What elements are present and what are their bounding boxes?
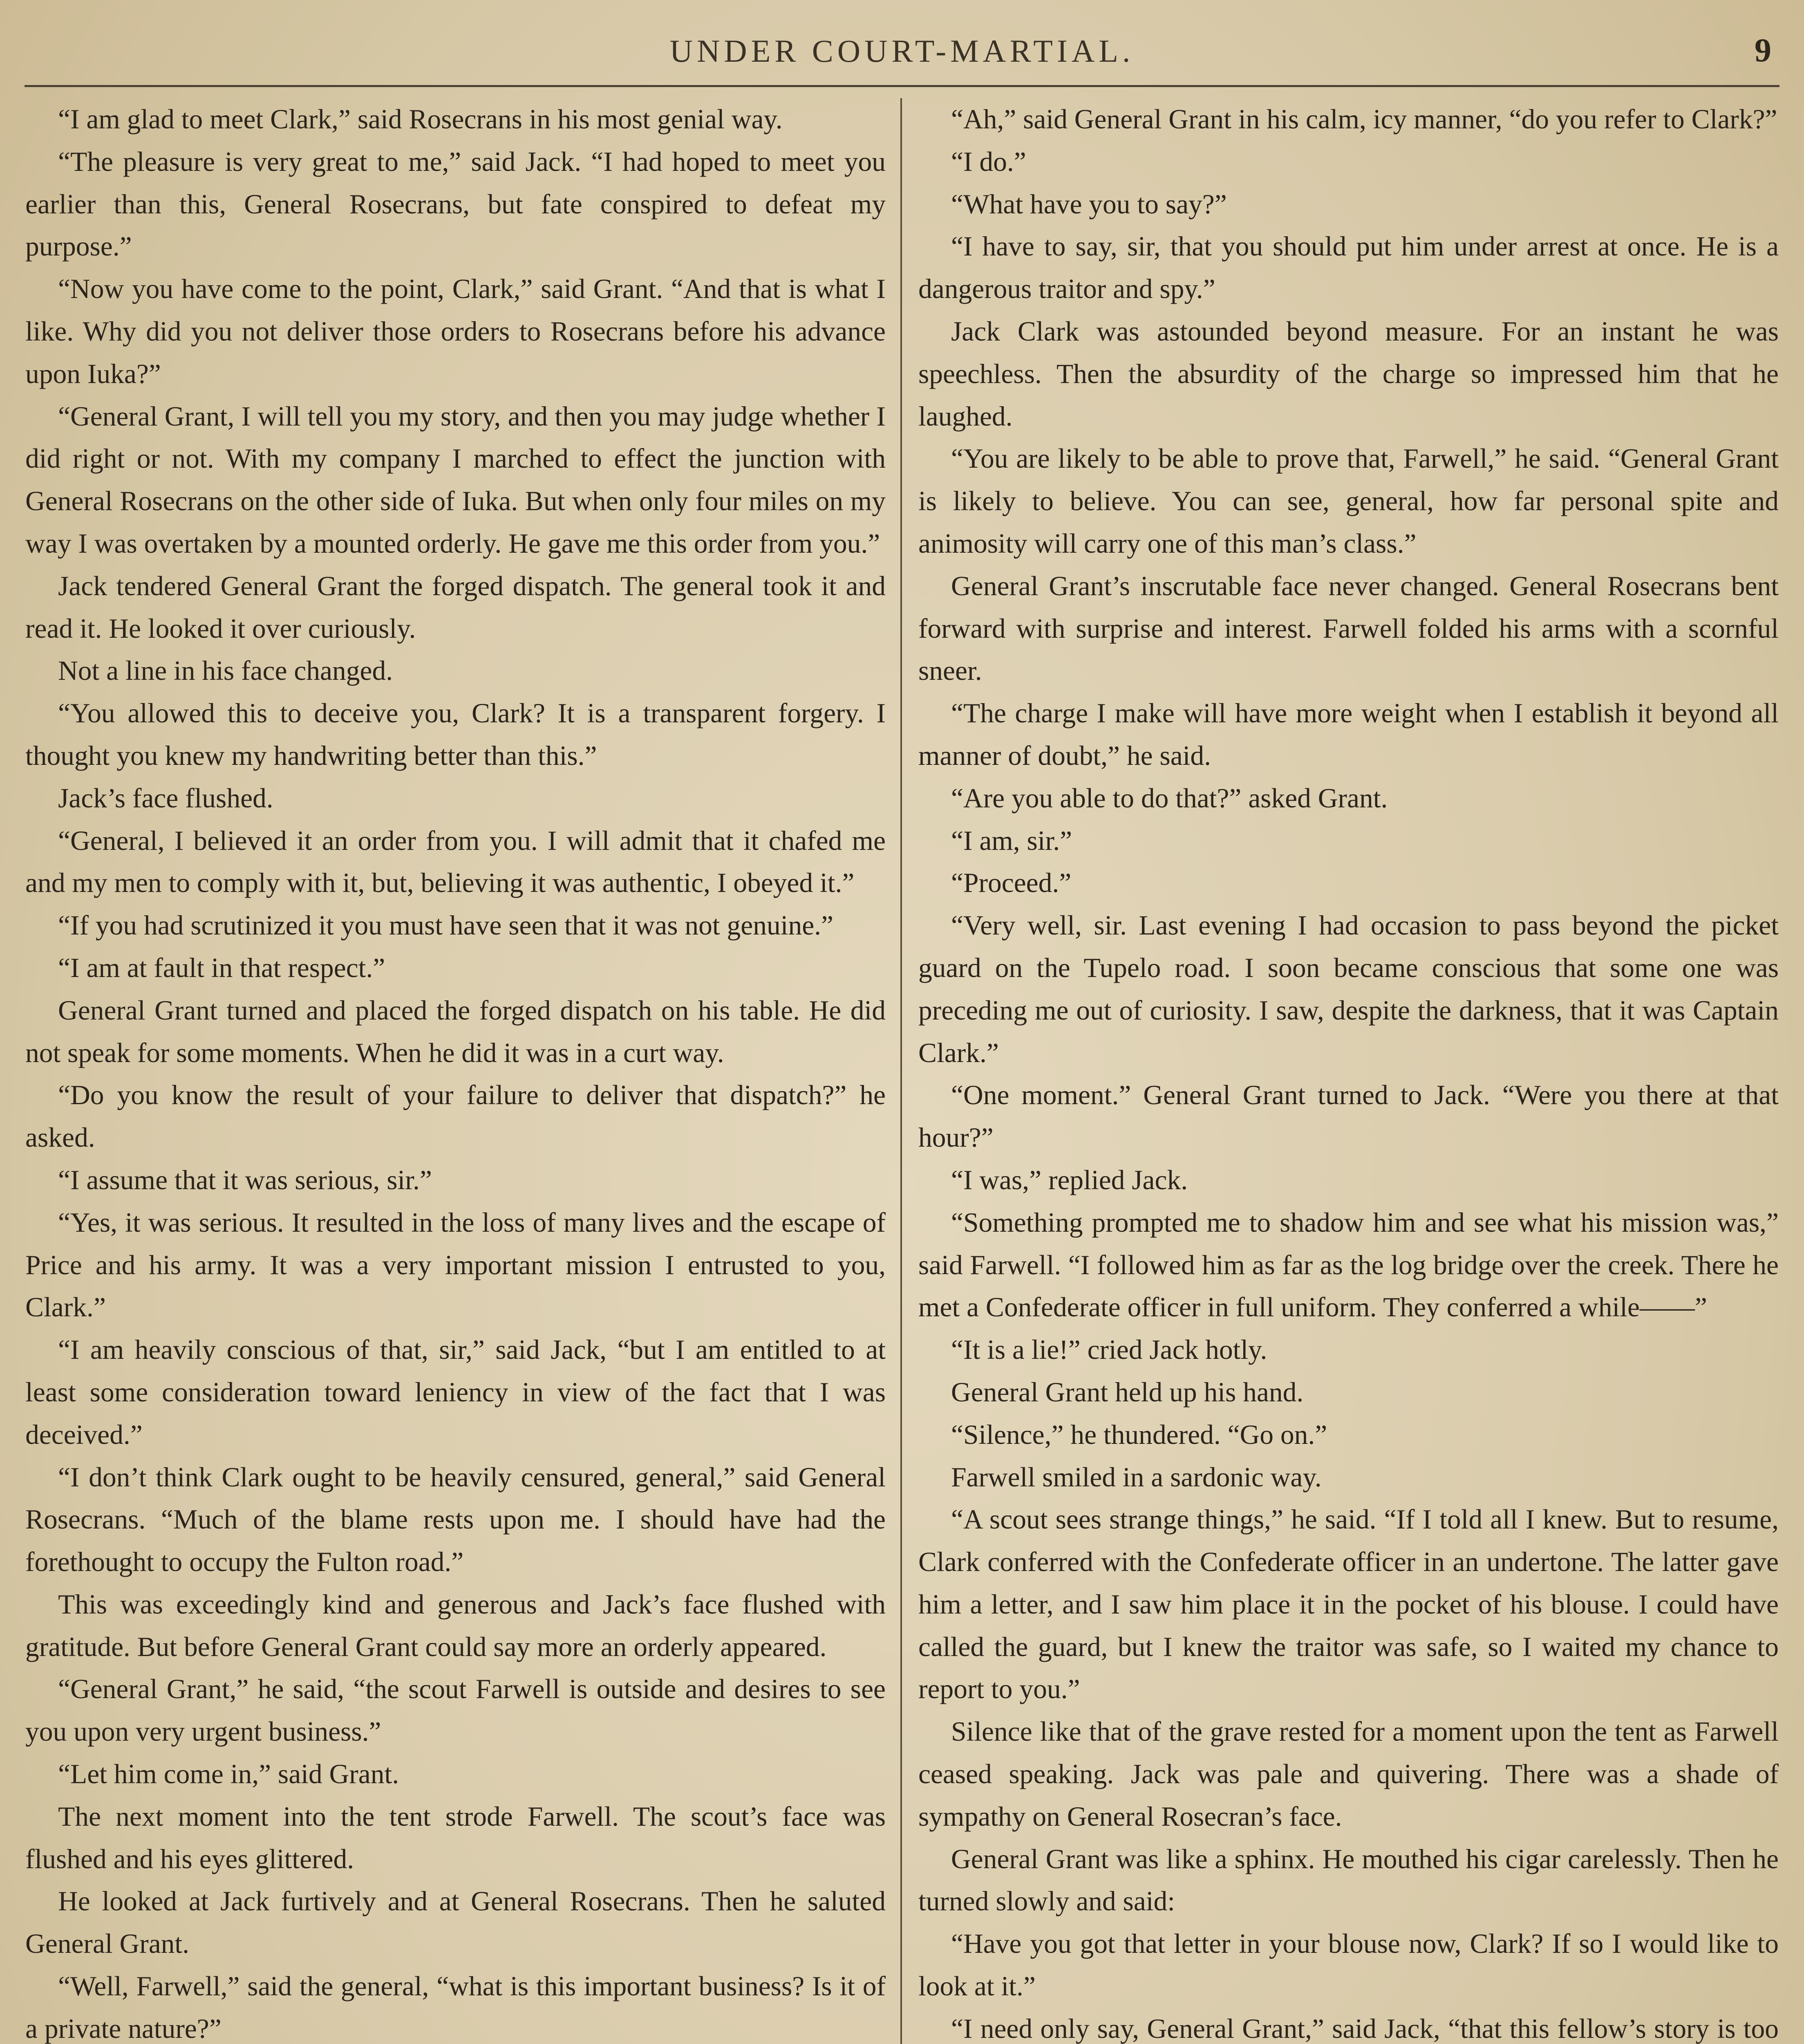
paragraph: “Are you able to do that?” asked Grant. bbox=[951, 782, 1388, 814]
paragraph: “The pleasure is very great to me,” said Jack. “I had hoped to meet you earlier than this, General Rosecrans, but fate conspired to defeat my purpose.” bbox=[25, 146, 886, 262]
paragraph: “Silence,” he thundered. “Go on.” bbox=[951, 1419, 1327, 1450]
paragraph: “It is a lie!” cried Jack hotly. bbox=[951, 1334, 1267, 1365]
paragraph: “I am, sir.” bbox=[951, 825, 1072, 856]
paragraph: He looked at Jack furtively and at General Rosecrans. Then he saluted General Grant. bbox=[25, 1886, 886, 1959]
paragraph: Jack tendered General Grant the forged dispatch. The general took it and read it. He looked it over curiously. bbox=[25, 570, 886, 644]
page-header bbox=[25, 16, 1779, 94]
paragraph: “I have to say, sir, that you should put him under arrest at once. He is a dangerous traitor and spy.” bbox=[918, 231, 1779, 305]
paragraph: “Now you have come to the point, Clark,” said Grant. “And that is what I like. Why did you not deliver those orders to Rosecrans before his advance upon Iuka?” bbox=[25, 273, 886, 389]
paragraph: “I am glad to meet Clark,” said Rosecrans in his most genial way. bbox=[58, 104, 783, 134]
paragraph: “I was,” replied Jack. bbox=[951, 1164, 1188, 1195]
paragraph: “General Grant, I will tell you my story, and then you may judge whether I did right or not. With my company I marched to effect the junction with General Rosecrans on the other side of Iuka. But when only four miles on my way I was overtaken by a mounted orderly. He gave me this order from you.” bbox=[25, 401, 886, 559]
paragraph: “One moment.” General Grant turned to Jack. “Were you there at that hour?” bbox=[918, 1080, 1779, 1153]
paragraph: “You are likely to be able to prove that, Farwell,” he said. “General Grant is likely to believe. You can see, general, how far personal spite and animosity will carry one of this man’s class.” bbox=[918, 443, 1779, 559]
paragraph: General Grant held up his hand. bbox=[951, 1376, 1304, 1407]
paragraph: “Do you know the result of your failure to deliver that dispatch?” he asked. bbox=[25, 1080, 886, 1153]
paragraph: Farwell smiled in a sardonic way. bbox=[951, 1461, 1322, 1493]
paragraph: General Grant’s inscrutable face never changed. General Rosecrans bent forward with surprise and interest. Farwell folded his arms with a scornful sneer. bbox=[918, 570, 1779, 686]
paragraph: “I assume that it was serious, sir.” bbox=[58, 1164, 432, 1195]
paragraph: “If you had scrutinized it you must have seen that it was not genuine.” bbox=[58, 910, 833, 941]
paragraph: “Yes, it was serious. It resulted in the loss of many lives and the escape of Price and his army. It was a very important mission I entrusted to you, Clark.” bbox=[25, 1207, 886, 1323]
paragraph: “Something prompted me to shadow him and see what his mission was,” said Farwell. “I followed him as far as the log bridge over the creek. There he met a Confederate officer in full uniform. They conferred a while——” bbox=[918, 1207, 1779, 1323]
paragraph: “Let him come in,” said Grant. bbox=[58, 1759, 399, 1790]
paragraph: “A scout sees strange things,” he said. “If I told all I knew. But to resume, Clark conferred with the Confederate officer in an undertone. The latter gave him a letter, and I saw him place it in the pocket of his blouse. I could have called the guard, but I knew the traitor was safe, so I waited my chance to report to you.” bbox=[918, 1504, 1779, 1705]
paragraph: Not a line in his face changed. bbox=[58, 655, 393, 686]
paragraph: “I need only say, General Grant,” said Jack, “that this fellow’s story is too bbox=[951, 2013, 1779, 2044]
paragraph: “The charge I make will have more weight when I establish it beyond all manner of doubt,” he said. bbox=[918, 698, 1779, 771]
paragraph: “I don’t think Clark ought to be heavily censured, general,” said General Rosecrans. “Much of the blame rests upon me. I should have had the forethought to occupy the Fulton road.” bbox=[25, 1461, 886, 1578]
paragraph: Jack Clark was astounded beyond measure. For an instant he was speechless. Then the absurdity of the charge so impressed him that he laughed. bbox=[918, 316, 1779, 432]
paragraph: General Grant was like a sphinx. He mouthed his cigar carelessly. Then he turned slowly and said: bbox=[918, 1843, 1779, 1917]
paragraph: The next moment into the tent strode Farwell. The scout’s face was flushed and his eyes glittered. bbox=[25, 1801, 886, 1874]
paragraph: “General Grant,” he said, “the scout Farwell is outside and desires to see you upon very urgent business.” bbox=[25, 1674, 886, 1747]
paragraph: Silence like that of the grave rested for a moment upon the tent as Farwell ceased speaking. Jack was pale and quivering. There was a shade of sympathy on General Rosecran’s face. bbox=[918, 1716, 1779, 1832]
paragraph: “I do.” bbox=[951, 146, 1026, 177]
paragraph: “Proceed.” bbox=[951, 867, 1072, 899]
running-title: UNDER COURT-MARTIAL. bbox=[669, 33, 1135, 69]
paragraph: “Well, Farwell,” said the general, “what is this important business? Is it of a private nature?” bbox=[25, 1971, 886, 2044]
right-column bbox=[902, 98, 1779, 2044]
paragraph: This was exceedingly kind and generous and Jack’s face flushed with gratitude. But before General Grant could say more an orderly appeared. bbox=[25, 1589, 886, 1662]
paragraph: “You allowed this to deceive you, Clark? It is a transparent forgery. I thought you knew my handwriting better than this.” bbox=[25, 698, 886, 771]
page-number: 9 bbox=[1755, 31, 1771, 69]
text-columns bbox=[25, 98, 1779, 2044]
paragraph: General Grant turned and placed the forged dispatch on his table. He did not speak for some moments. When he did it was in a curt way. bbox=[25, 995, 886, 1068]
left-column bbox=[25, 98, 900, 2044]
paragraph: Jack’s face flushed. bbox=[58, 782, 273, 814]
paragraph: “What have you to say?” bbox=[951, 188, 1227, 220]
paragraph: “Ah,” said General Grant in his calm, icy manner, “do you refer to Clark?” bbox=[951, 104, 1777, 134]
header-rule bbox=[25, 85, 1779, 87]
paragraph: “Very well, sir. Last evening I had occasion to pass beyond the picket guard on the Tupelo road. I soon became conscious that some one was preceding me out of curiosity. I saw, despite the darkness, that it was Captain Clark.” bbox=[918, 910, 1779, 1068]
paragraph: “I am at fault in that respect.” bbox=[58, 952, 385, 983]
paragraph: “Have you got that letter in your blouse now, Clark? If so I would like to look at it.” bbox=[918, 1928, 1779, 2002]
paragraph: “General, I believed it an order from you. I will admit that it chafed me and my men to comply with it, but, believing it was authentic, I obeyed it.” bbox=[25, 825, 886, 899]
paragraph: “I am heavily conscious of that, sir,” said Jack, “but I am entitled to at least some consideration toward leniency in view of the fact that I was deceived.” bbox=[25, 1334, 886, 1450]
